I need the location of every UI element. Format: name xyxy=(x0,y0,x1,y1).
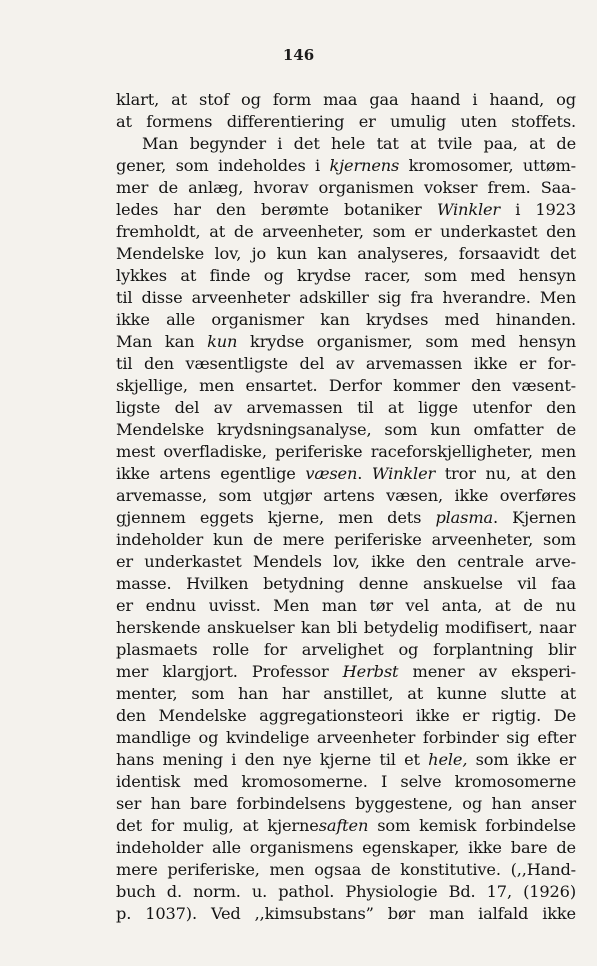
text-line xyxy=(116,595,576,617)
text-run: fremholdt, at de arveenheter, som er underkastet den xyxy=(116,222,576,241)
text-line xyxy=(116,551,576,573)
italic-text: Herbst xyxy=(342,662,399,681)
text-run: som kemisk forbindelse xyxy=(368,816,576,835)
italic-text: kjernens xyxy=(329,156,400,175)
text-run: mer de anlæg, hvorav organismen vokser frem. Saa- xyxy=(116,178,576,197)
text-line xyxy=(116,661,576,683)
text-run: p. 1037). Ved ,,kimsubstans” bør man ialfald ikke xyxy=(116,904,576,923)
text-run: masse. Hvilken betydning denne anskuelse vil faa xyxy=(116,574,576,593)
text-run: i 1923 xyxy=(500,200,576,219)
text-run: . xyxy=(357,464,372,483)
text-run: gener, som indeholdes i xyxy=(116,156,330,175)
text-run: ligste del av arvemassen til at ligge utenfor den xyxy=(116,398,576,417)
text-run: klart, at stof og form maa gaa haand i haand, og xyxy=(116,90,576,109)
text-line xyxy=(116,639,576,661)
text-line xyxy=(116,111,576,133)
text-run: menter, som han har anstillet, at kunne slutte at xyxy=(116,684,576,703)
text-line xyxy=(116,881,576,903)
text-run: til den væsentligste del av arvemassen ikke er for- xyxy=(116,354,576,373)
page-number: 146 xyxy=(282,46,315,64)
text-line xyxy=(116,133,576,155)
text-line xyxy=(116,199,576,221)
text-run: krydse organismer, som med hensyn xyxy=(237,332,576,351)
text-run: indeholder alle organismens egenskaper, ikke bare de xyxy=(116,838,576,857)
text-line xyxy=(116,507,576,529)
text-line xyxy=(116,331,576,353)
italic-text: plasma xyxy=(435,508,494,527)
text-run: mandlige og kvindelige arveenheter forbinder sig efter xyxy=(116,728,576,747)
text-run: . Kjernen xyxy=(493,508,576,527)
text-run: ser han bare forbindelsens byggestene, og han anser xyxy=(116,794,576,813)
text-run: ikke artens egentlige xyxy=(116,464,306,483)
text-line xyxy=(116,441,576,463)
text-run: mest overfladiske, periferiske raceforskjelligheter, men xyxy=(116,442,576,461)
text-run: den Mendelske aggregationsteori ikke er rigtig. De xyxy=(116,706,576,725)
text-run: er underkastet Mendels lov, ikke den centrale arve- xyxy=(116,552,576,571)
italic-text: væsen xyxy=(305,464,358,483)
text-run: Mendelske lov, jo kun kan analyseres, forsaavidt det xyxy=(116,244,576,263)
text-line xyxy=(116,705,576,727)
text-line xyxy=(116,397,576,419)
body-text xyxy=(116,89,576,925)
text-line xyxy=(116,529,576,551)
text-line xyxy=(116,177,576,199)
text-line xyxy=(116,727,576,749)
text-run: at formens differentiering er umulig uten stoffets. xyxy=(116,112,576,131)
text-line xyxy=(116,353,576,375)
text-line xyxy=(116,265,576,287)
text-line xyxy=(116,463,576,485)
text-run: identisk med kromosomerne. I selve kromosomerne xyxy=(116,772,576,791)
text-run: ledes har den berømte botaniker xyxy=(116,200,437,219)
text-run: ikke alle organismer kan krydses med hinanden. xyxy=(116,310,576,329)
text-line xyxy=(116,903,576,925)
text-run: hans mening i den nye kjerne til et xyxy=(116,750,429,769)
text-run: lykkes at finde og krydse racer, som med hensyn xyxy=(116,266,576,285)
text-run: tror nu, at den xyxy=(435,464,576,483)
text-run: herskende anskuelser kan bli betydelig modifisert, naar xyxy=(116,618,576,637)
text-line xyxy=(116,793,576,815)
text-run: mere periferiske, men ogsaa de konstitutive. (,,Hand- xyxy=(116,860,576,879)
text-run: til disse arveenheter adskiller sig fra hverandre. Men xyxy=(116,288,576,307)
italic-text: saften xyxy=(318,816,369,835)
text-run: er endnu uvisst. Men man tør vel anta, at de nu xyxy=(116,596,576,615)
text-line xyxy=(116,859,576,881)
text-line xyxy=(116,309,576,331)
text-line xyxy=(116,287,576,309)
text-run: Mendelske krydsningsanalyse, som kun omfatter de xyxy=(116,420,576,439)
text-run: som ikke er xyxy=(467,750,577,769)
text-run: Man begynder i det hele tat at tvile paa, at de xyxy=(142,134,576,153)
text-line xyxy=(116,419,576,441)
text-run: Man kan xyxy=(116,332,208,351)
italic-text: kun xyxy=(207,332,238,351)
text-run: mer klargjort. Professor xyxy=(116,662,343,681)
text-line xyxy=(116,815,576,837)
text-line xyxy=(116,485,576,507)
italic-text: Winkler xyxy=(436,200,501,219)
text-line xyxy=(116,89,576,111)
text-line xyxy=(116,243,576,265)
text-run: gjennem eggets kjerne, men dets xyxy=(116,508,436,527)
text-line xyxy=(116,749,576,771)
text-run: det for mulig, at kjerne xyxy=(116,816,319,835)
text-line xyxy=(116,683,576,705)
text-line xyxy=(116,375,576,397)
text-line xyxy=(116,837,576,859)
text-line xyxy=(116,573,576,595)
text-run: indeholder kun de mere periferiske arveenheter, som xyxy=(116,530,576,549)
text-run: plasmaets rolle for arvelighet og forplantning blir xyxy=(116,640,576,659)
text-run: kromosomer, uttøm- xyxy=(399,156,576,175)
text-line xyxy=(116,771,576,793)
text-run: buch d. norm. u. pathol. Physiologie Bd. 17, (1926) xyxy=(116,882,576,901)
text-run: mener av eksperi- xyxy=(398,662,576,681)
italic-text: hele, xyxy=(428,750,468,769)
text-line xyxy=(116,617,576,639)
text-line xyxy=(116,221,576,243)
text-run: skjellige, men ensartet. Derfor kommer den væsent- xyxy=(116,376,576,395)
text-run: arvemasse, som utgjør artens væsen, ikke overføres xyxy=(116,486,576,505)
italic-text: Winkler xyxy=(371,464,436,483)
text-line xyxy=(116,155,576,177)
